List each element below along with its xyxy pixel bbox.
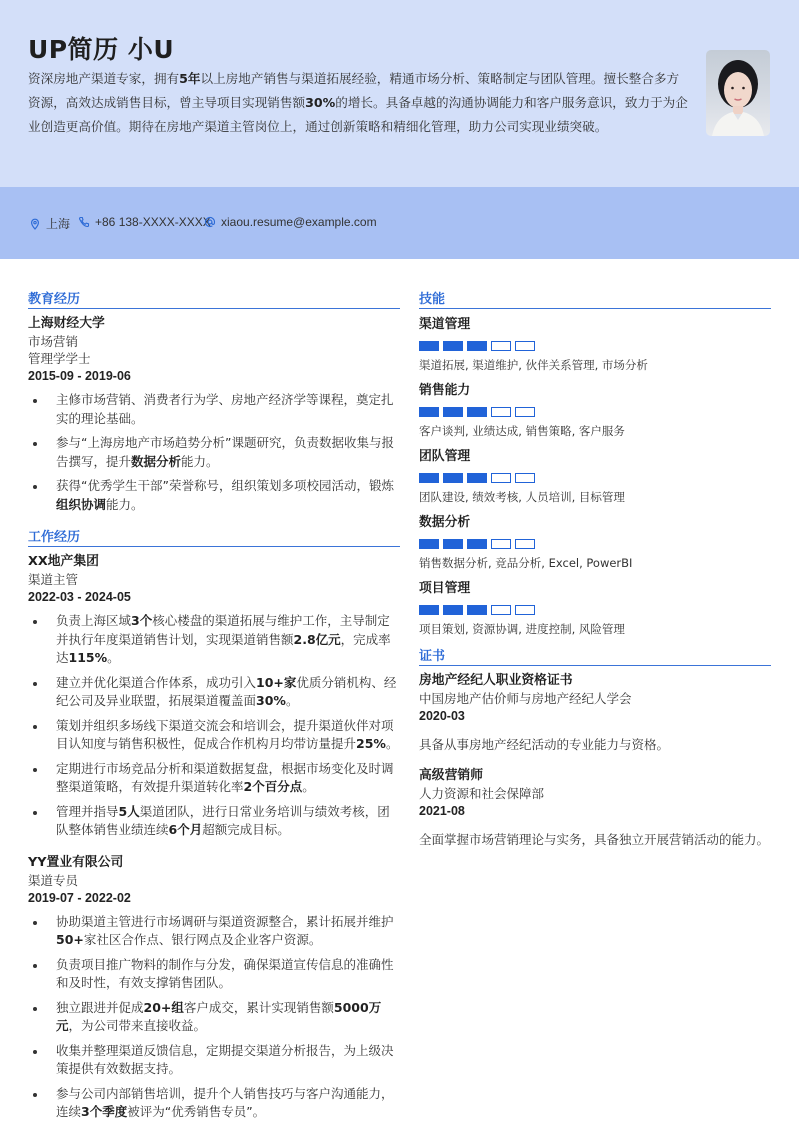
contact-email xyxy=(204,215,377,229)
level-empty-icon xyxy=(515,473,535,483)
skill-tags: 客户谈判, 业绩达成, 销售策略, 客户服务 xyxy=(419,424,625,438)
company-name: YY置业有限公司 xyxy=(28,854,124,870)
list-item: 协助渠道主管进行市场调研与渠道资源整合，累计拓展并维护50+家社区合作点、银行网点及企业客户资源。 xyxy=(28,913,400,950)
certificate-entry xyxy=(419,672,771,757)
level-filled-icon xyxy=(419,407,439,417)
phone-text: +86 138-XXXX-XXXX xyxy=(95,215,211,229)
list-item: 参与“上海房地产市场趋势分析”课题研究，负责数据收集与报告撰写，提升数据分析能力。 xyxy=(28,434,400,471)
level-filled-icon xyxy=(467,539,487,549)
list-item: 负责项目推广物料的制作与分发，确保渠道宣传信息的准确性和及时性，有效支撑销售团队。 xyxy=(28,956,400,993)
skill-level-bar xyxy=(419,539,771,549)
list-item: 负责上海区域3个核心楼盘的渠道拓展与维护工作，主导制定并执行年度渠道销售计划，实现渠道销售额2.8亿元，完成率达115%。 xyxy=(28,612,400,668)
skill-tags: 项目策划, 资源协调, 进度控制, 风险管理 xyxy=(419,622,625,636)
candidate-name: UP简历 小U xyxy=(28,35,175,64)
certificates-section xyxy=(419,645,771,852)
skill-name: 团队管理 xyxy=(419,449,471,464)
education-section xyxy=(28,288,400,514)
skill-level-bar xyxy=(419,407,771,417)
job-entry xyxy=(28,854,400,1122)
section-title-certificates: 证书 xyxy=(419,645,771,666)
skill-item xyxy=(419,315,771,373)
skill-item xyxy=(419,381,771,439)
skill-name: 渠道管理 xyxy=(419,317,471,332)
job-date: 2019-07 - 2022-02 xyxy=(28,890,131,905)
job-entry xyxy=(28,553,400,840)
certificate-name: 高级营销师 xyxy=(419,768,483,783)
level-filled-icon xyxy=(467,341,487,351)
level-empty-icon xyxy=(491,539,511,549)
level-empty-icon xyxy=(515,341,535,351)
list-item: 建立并优化渠道合作体系，成功引入10+家优质分销机构、经纪公司及异业联盟，拓展渠道覆盖面30%。 xyxy=(28,674,400,711)
level-empty-icon xyxy=(491,341,511,351)
level-empty-icon xyxy=(491,605,511,615)
certificate-description: 具备从事房地产经纪活动的专业能力与资格。 xyxy=(419,737,670,752)
job-bullets xyxy=(28,612,400,840)
section-title-skills: 技能 xyxy=(419,288,771,309)
contact-location xyxy=(29,215,70,232)
skill-level-bar xyxy=(419,341,771,351)
section-title-work: 工作经历 xyxy=(28,526,400,547)
level-filled-icon xyxy=(443,341,463,351)
level-filled-icon xyxy=(419,341,439,351)
certificate-issuer: 中国房地产估价师与房地产经纪人学会 xyxy=(419,691,632,706)
level-filled-icon xyxy=(443,539,463,549)
level-filled-icon xyxy=(419,473,439,483)
level-filled-icon xyxy=(467,407,487,417)
list-item: 主修市场营销、消费者行为学、房地产经济学等课程，奠定扎实的理论基础。 xyxy=(28,391,400,428)
company-name: XX地产集团 xyxy=(28,554,99,569)
level-filled-icon xyxy=(419,539,439,549)
work-section xyxy=(28,526,400,1122)
profile-photo xyxy=(706,50,770,136)
school-name: 上海财经大学 xyxy=(28,316,105,331)
certificate-issuer: 人力资源和社会保障部 xyxy=(419,786,545,801)
skill-name: 项目管理 xyxy=(419,581,471,596)
certificate-date: 2020-03 xyxy=(419,709,465,723)
left-column xyxy=(28,288,400,1128)
degree: 管理学学士 xyxy=(28,351,91,366)
job-role: 渠道专员 xyxy=(28,872,79,888)
list-item: 管理并指导5人渠道团队，进行日常业务培训与绩效考核，团队整体销售业绩连续6个月超额完成目标。 xyxy=(28,803,400,840)
education-bullets xyxy=(28,391,400,514)
skills-list xyxy=(419,315,771,637)
list-item: 获得“优秀学生干部”荣誉称号，组织策划多项校园活动，锻炼组织协调能力。 xyxy=(28,477,400,514)
skill-level-bar xyxy=(419,473,771,483)
certificate-date: 2021-08 xyxy=(419,804,465,818)
certificate-name: 房地产经纪人职业资格证书 xyxy=(419,673,573,688)
level-filled-icon xyxy=(467,473,487,483)
location-text: 上海 xyxy=(46,217,71,231)
email-text[interactable]: xiaou.resume@example.com xyxy=(221,215,377,229)
job-role: 渠道主管 xyxy=(28,572,79,587)
major: 市场营销 xyxy=(28,334,79,349)
certificate-entry xyxy=(419,767,771,852)
level-empty-icon xyxy=(515,539,535,549)
skills-section xyxy=(419,288,771,637)
list-item: 参与公司内部销售培训，提升个人销售技巧与客户沟通能力，连续3个季度被评为“优秀销售专员”。 xyxy=(28,1085,400,1122)
level-empty-icon xyxy=(491,473,511,483)
list-item: 独立跟进并促成20+组客户成交，累计实现销售额5000万元，为公司带来直接收益。 xyxy=(28,999,400,1036)
level-filled-icon xyxy=(467,605,487,615)
profile-summary: 资深房地产渠道专家，拥有5年以上房地产销售与渠道拓展经验，精通市场分析、策略制定与团队管理。擅长整合多方资源，高效达成销售目标，曾主导项目实现销售额30%的增长。具备卓越的沟通协调能力和客户服务意识，致力于为企业创造更高价值。期待在房地产渠道主管岗位上，通过创新策略和精细化管理，助力公司实现业绩突破。 xyxy=(28,71,688,134)
resume-header xyxy=(0,0,799,187)
skill-item xyxy=(419,579,771,637)
location-pin-icon xyxy=(29,218,41,230)
job-date: 2022-03 - 2024-05 xyxy=(28,590,131,604)
list-item: 策划并组织多场线下渠道交流会和培训会，提升渠道伙伴对项目认知度与销售积极性，促成合作机构月均带访量提升25%。 xyxy=(28,717,400,754)
at-sign-icon xyxy=(204,216,216,228)
contact-phone xyxy=(78,215,211,229)
certificate-description: 全面掌握市场营销理论与实务，具备独立开展营销活动的能力。 xyxy=(419,832,770,847)
skill-level-bar xyxy=(419,605,771,615)
skill-tags: 团队建设, 绩效考核, 人员培训, 目标管理 xyxy=(419,490,625,504)
level-filled-icon xyxy=(419,605,439,615)
skill-tags: 渠道拓展, 渠道维护, 伙伴关系管理, 市场分析 xyxy=(419,358,648,372)
phone-icon xyxy=(78,216,90,228)
level-empty-icon xyxy=(515,605,535,615)
skill-item xyxy=(419,513,771,571)
level-filled-icon xyxy=(443,473,463,483)
list-item: 定期进行市场竞品分析和渠道数据复盘，根据市场变化及时调整渠道策略，有效提升渠道转化率2个百分点。 xyxy=(28,760,400,797)
skill-tags: 销售数据分析, 竞品分析, Excel, PowerBI xyxy=(419,556,633,570)
level-empty-icon xyxy=(515,407,535,417)
skill-item xyxy=(419,447,771,505)
list-item: 收集并整理渠道反馈信息，定期提交渠道分析报告，为上级决策提供有效数据支持。 xyxy=(28,1042,400,1079)
section-title-education: 教育经历 xyxy=(28,288,400,309)
skill-name: 数据分析 xyxy=(419,515,471,530)
portrait-image-icon xyxy=(706,50,770,136)
contact-bar xyxy=(0,187,799,259)
level-filled-icon xyxy=(443,407,463,417)
job-bullets xyxy=(28,913,400,1122)
level-filled-icon xyxy=(443,605,463,615)
education-date: 2015-09 - 2019-06 xyxy=(28,369,131,383)
right-column xyxy=(419,288,771,860)
level-empty-icon xyxy=(491,407,511,417)
skill-name: 销售能力 xyxy=(419,383,471,398)
